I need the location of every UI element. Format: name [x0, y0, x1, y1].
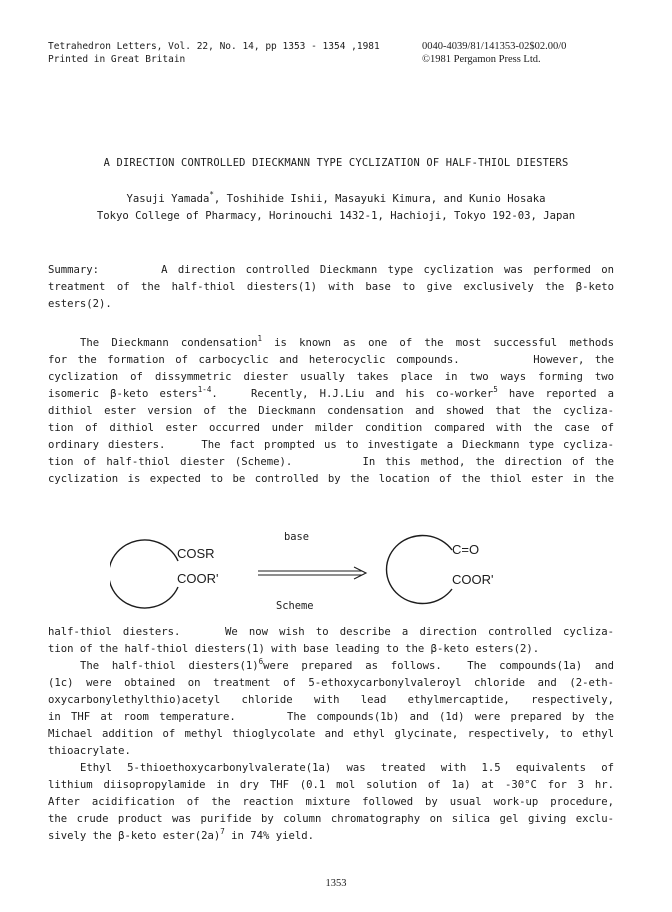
text-line: The Dieckmann condensation$^1$ is known as one of the most successful methods	[80, 335, 614, 349]
text-line: tion of half-thiol diester (Scheme). In this method, the direction of the	[48, 456, 614, 468]
intro-paragraph	[48, 335, 614, 488]
text-line: for the formation of carbocyclic and heterocyclic compounds. However, the	[48, 354, 614, 366]
thioester-group-label: COSR	[177, 546, 215, 561]
reaction-arrow-head	[354, 567, 366, 579]
reference-mark: 7	[220, 828, 225, 836]
affiliation: Tokyo College of Pharmacy, Horinouchi 1432-1, Hachioji, Tokyo 192-03, Japan	[96, 210, 576, 222]
summary-paragraph	[48, 262, 614, 313]
text-line: dithiol ester version of the Dieckmann condensation and showed that the cycliza-	[48, 405, 614, 417]
citation-line: Tetrahedron Letters, Vol. 22, No. 14, pp 1353 - 1354 ,1981	[48, 41, 380, 52]
reaction-scheme	[110, 523, 540, 623]
reference-mark: 1-4	[197, 386, 212, 394]
other-authors: , Toshihide Ishii, Masayuki Kimura, and Kunio Hosaka	[213, 193, 546, 205]
copyright-line: ©1981 Pergamon Press Ltd.	[422, 54, 541, 65]
article-title: A DIRECTION CONTROLLED DIECKMANN TYPE CYCLIZATION OF HALF-THIOL DIESTERS	[103, 157, 569, 169]
text-line: Summary: A direction controlled Dieckmann type cyclization was performed on	[48, 264, 614, 276]
reactant-ring	[110, 540, 178, 608]
text-line: Ethyl 5-thioethoxycarbonylvalerate(1a) was treated with 1.5 equivalents of	[80, 762, 614, 774]
text-line: treatment of the half-thiol diesters(1) with base to give exclusively the β-keto	[48, 281, 614, 293]
text-line: (1c) were obtained on treatment of 5-ethoxycarbonylvaleroyl chloride and (2-eth-	[48, 677, 614, 689]
first-author: Yasuji Yamada	[126, 193, 210, 205]
text-line: ordinary diesters. The fact prompted us to investigate a Dieckmann type cycliza-	[48, 439, 614, 451]
reference-mark: 1	[257, 335, 262, 343]
reagent-label: base	[284, 531, 310, 543]
page-number: 1353	[325, 878, 347, 889]
reference-mark: 6	[258, 658, 264, 666]
product-ring	[387, 536, 452, 604]
reference-mark: 5	[493, 386, 498, 394]
text-line: oxycarbonylethylthio)acetyl chloride with lead ethylmercaptide, respectively,	[48, 694, 614, 706]
text-line: thioacrylate.	[48, 745, 131, 757]
issn-line: 0040-4039/81/141353-02$02.00/0	[422, 41, 567, 52]
product-ester-label: COOR'	[452, 572, 494, 587]
text-line: tion of dithiol ester occurred under milder condition compared with the case of	[48, 422, 614, 434]
copyright-block	[422, 40, 566, 66]
ester-group-label: COOR'	[177, 571, 219, 586]
text-line: sively the β-keto $ester(2a)^7$ in 74% yield.	[48, 828, 315, 842]
text-line: Michael addition of methyl thioglycolate and ethyl glycinate, respectively, to ethyl	[48, 728, 614, 740]
text-line: After acidification of the reaction mixture followed by usual work-up procedure,	[48, 796, 614, 808]
printed-in-line: Printed in Great Britain	[48, 54, 186, 65]
journal-citation	[48, 40, 380, 66]
text-line: esters(2).	[48, 298, 112, 310]
ketone-group-label: C=O	[452, 542, 480, 557]
corresponding-mark: *	[209, 190, 214, 199]
scheme-caption: Scheme	[276, 600, 314, 612]
text-line: tion of the half-thiol diesters(1) with base leading to the β-keto esters(2).	[48, 643, 540, 655]
text-line: half-thiol diesters. We now wish to describe a direction controlled cycliza-	[48, 626, 614, 638]
text-line: the crude product was purifide by column chromatography on silica gel giving exclu-	[48, 813, 614, 825]
text-line: cyclization of dissymmetric diester usually takes place in two ways forming two	[48, 371, 614, 383]
text-line: cyclization is expected to be controlled by the location of the thiol ester in the	[48, 473, 614, 485]
text-line: isomeric β-keto esters$^{1-4}$. Recently, H.J.Liu and his co-worker$^5$ have reported a	[48, 386, 614, 400]
results-paragraph	[48, 624, 614, 845]
author-list	[0, 190, 672, 205]
text-line: The half-thiol $diesters(1)^6were$ prepared as follows. The compounds(1a) and	[80, 658, 614, 672]
text-line: in THF at room temperature. The compounds(1b) and (1d) were prepared by the	[48, 711, 614, 723]
text-line: lithium diisopropylamide in dry THF (0.1 mol solution of 1a) at -30°C for 3 hr.	[48, 779, 614, 791]
